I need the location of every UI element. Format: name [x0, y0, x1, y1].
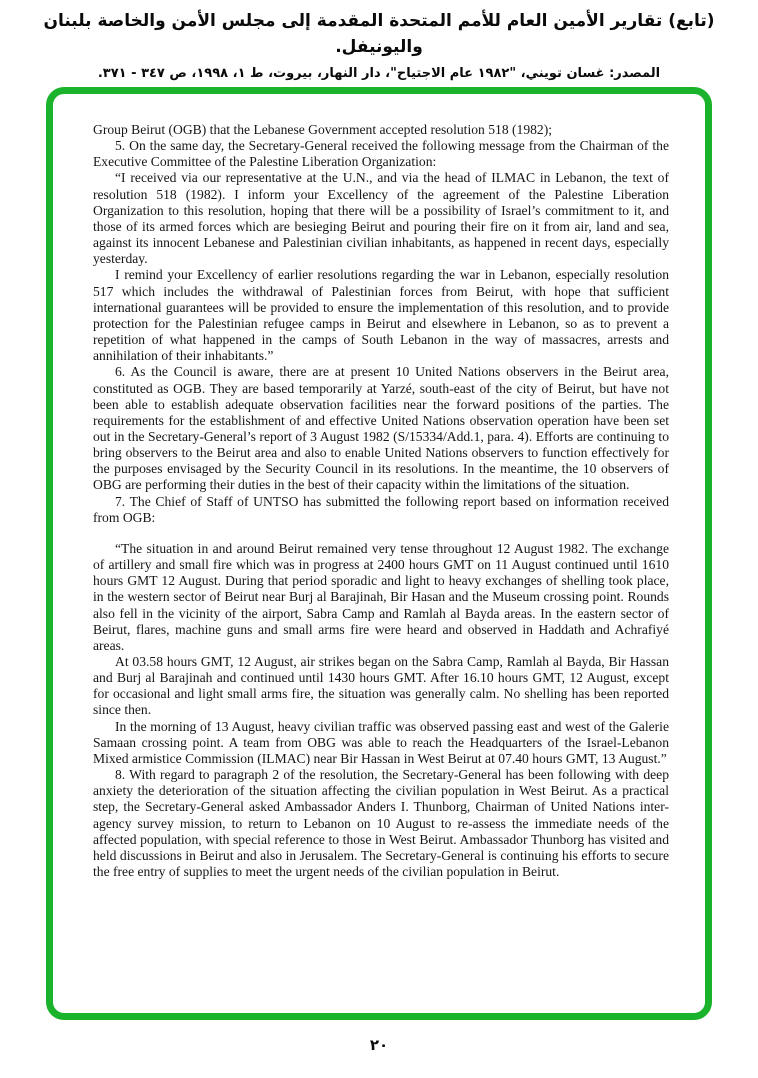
paragraph: At 03.58 hours GMT, 12 August, air strikes began on the Sabra Camp, Ramlah al Bayda, Bir Hassan and Burj al Barajinah and continued until 1430 hours GMT. After 16.10 hours GMT, 12 August, except for occasional and light small arms fire, the situation was generally calm. No shelling has been reported since then.: [93, 654, 669, 718]
paragraph: 5. On the same day, the Secretary-General received the following message from the Chairman of the Executive Committee of the Palestine Liberation Organization:: [93, 138, 669, 170]
paragraph: In the morning of 13 August, heavy civilian traffic was observed passing east and west of the Galerie Samaan crossing point. A team from OBG was able to reach the Headquarters of the Israel-Lebanon Mixed armistice Commission (ILMAC) near Bir Hassan in West Beirut at 07.40 hours GMT, 13 August.”: [93, 718, 669, 766]
green-content-frame: [46, 87, 712, 1020]
paragraph: 7. The Chief of Staff of UNTSO has submitted the following report based on information received from OGB:: [93, 493, 669, 525]
paragraph: “I received via our representative at the U.N., and via the head of ILMAC in Lebanon, the text of resolution 518 (1982). I inform your Excellency of the agreement of the Palestine Liberation Organization to this resolution, hoping that there will be a possibility of Israel’s commitment to it, and those of its armed forces which are besieging Beirut and pouring their fire on it from air, land and sea, against its innocent Lebanese and Palestinian civilian inhabitants, as happened in recent days, especially yesterday.: [93, 170, 669, 267]
paragraph: 8. With regard to paragraph 2 of the resolution, the Secretary-General has been following with deep anxiety the deterioration of the situation affecting the civilian population in West Beirut. As a practical step, the Secretary-General asked Ambassador Anders I. Thunborg, Chairman of United Nations inter-agency survey mission, to return to Lebanon on 10 August to re-assess the immediate needs of the affected population, with special reference to those in West Beirut. Ambassador Thunborg has visited and held discussions in Beirut and also in Jerusalem. The Secretary-General is continuing his efforts to secure the free entry of supplies to meet the urgent needs of the civilian population in Beirut.: [93, 767, 669, 880]
document-body-text: [93, 122, 669, 880]
paragraph: Group Beirut (OGB) that the Lebanese Government accepted resolution 518 (1982);: [93, 122, 553, 137]
arabic-header-source: المصدر: غسان تويني، "١٩٨٢ عام الاجتياح"، دار النهار، بيروت، ط ١، ١٩٩٨، ص ٣٤٧ - ٣٧١.: [97, 66, 661, 81]
paragraph: 6. As the Council is aware, there are at present 10 United Nations observers in the Beirut area, constituted as OGB. They are based temporarily at Yarzé, south-east of the city of Beirut, but have not been able to establish adequate observation facilities near the forward positions of the parties. The requirements for the establishment of and effective United Nations observation operation have been set out in the Secretary-General’s report of 3 August 1982 (S/15334/Add.1, para. 4). Efforts are continuing to bring observers to the Beirut area and also to enable United Nations observers to function effectively for the purposes envisaged by the Security Council in its resolutions. In the meantime, the 10 observers of OBG are performing their duties in the best of their capacity within the limitations of the situation.: [93, 364, 669, 493]
arabic-header-title: (تابع) تقارير الأمين العام للأمم المتحدة المقدمة إلى مجلس الأمن والخاصة بلبنان واليونيفل.: [43, 11, 715, 57]
paragraph: I remind your Excellency of earlier resolutions regarding the war in Lebanon, especially resolution 517 which includes the withdrawal of Palestinian forces from Beirut, with hope that sufficient international guarantees will be provided to ensure the implementation of this resolution, and to provide protection for the Palestinian refugee camps in Beirut and elsewhere in Lebanon, so as to prevent a repetition of what happened in the camps of South Lebanon in the way of massacres, arrests and annihilation of their inhabitants.”: [93, 267, 669, 364]
page-number: ٢٠: [369, 1036, 389, 1054]
paragraph: “The situation in and around Beirut remained very tense throughout 12 August 1982. The exchange of artillery and small fire which was in progress at 2400 hours GMT on 11 August continued until 1610 hours GMT 12 August. During that period sporadic and light to heavy exchanges of shelling took place, in the western sector of Beirut near Burj al Barajinah, Bir Hasan and the Museum crossing point. Rounds also fell in the vicinity of the airport, Sabra Camp and Ramlah al Bayda areas. In the eastern sector of Beirut, flares, machine guns and small arms fire were heard and observed in Haddath and Achrafiyé areas.: [93, 540, 669, 653]
arabic-header: [10, 8, 748, 85]
